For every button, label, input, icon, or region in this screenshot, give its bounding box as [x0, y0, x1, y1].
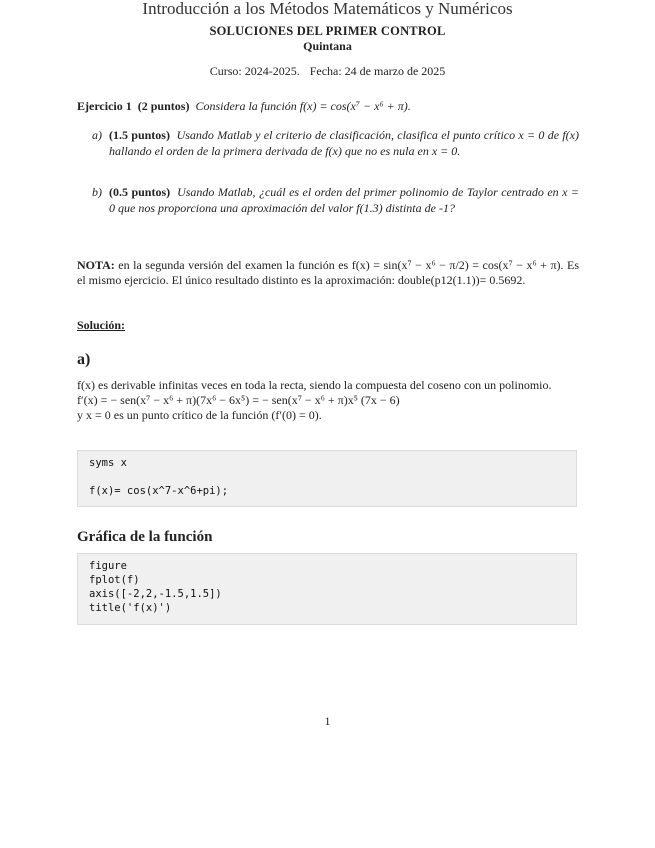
solution-line-2: f′(x) = − sen(x⁷ − x⁶ + π)(7x⁶ − 6x⁵) = − sen(x⁷ − x⁶ + π)x⁵ (7x − 6)	[77, 393, 400, 407]
exercise-points: (2 puntos)	[137, 99, 190, 113]
graph-section-heading: Gráfica de la función	[77, 529, 213, 545]
code-line: fplot(f)	[89, 574, 140, 586]
item-a-points: (1.5 puntos)	[109, 128, 170, 142]
exercise-text: Considera la función f(x) = cos(x⁷ − x⁶ + π).	[195, 99, 411, 113]
document-title: Introducción a los Métodos Matemáticos y Numéricos	[142, 0, 513, 18]
code-line: figure	[89, 560, 127, 572]
exercise-item-b	[92, 185, 579, 216]
code-block-2	[77, 553, 577, 625]
document-subtitle: SOLUCIONES DEL PRIMER CONTROL	[209, 24, 446, 38]
code-line: syms x	[89, 457, 127, 469]
item-a-text: Usando Matlab y el criterio de clasificación, clasifica el punto crítico x = 0 de f(x) hallando el orden de la primera derivada de f(x) que no es nula en x = 0.	[109, 128, 579, 158]
solution-line-1: f(x) es derivable infinitas veces en toda la recta, siendo la compuesta del coseno con un polinomio.	[77, 378, 552, 392]
document-author: Quintana	[303, 39, 352, 53]
page-number: 1	[324, 714, 331, 728]
nota-text: en la segunda versión del examen la función es f(x) = sin(x⁷ − x⁶ − π/2) = cos(x⁷ − x⁶ + π). Es el mismo ejercicio. El único resultado distinto es la aproximación: double(p12(1.1))= 0.5692.	[77, 258, 580, 287]
item-b-label: b)	[92, 185, 102, 199]
code-line: title('f(x)')	[89, 602, 172, 614]
code-block-1	[77, 450, 577, 507]
exercise-label: Ejercicio 1	[77, 99, 132, 113]
section-a-heading: a)	[77, 351, 91, 368]
nota-label: NOTA:	[77, 258, 115, 272]
course-text: Curso: 2024-2025.	[209, 64, 300, 78]
course-date-line	[0, 64, 655, 79]
exercise-statement	[77, 99, 579, 114]
solution-heading: Solución:	[77, 318, 126, 332]
code-line: f(x)= cos(x^7-x^6+pi);	[89, 485, 229, 497]
solution-line-3: y x = 0 es un punto crítico de la función (f′(0) = 0).	[77, 408, 322, 422]
exercise-item-a	[92, 128, 579, 159]
solution-paragraph	[77, 378, 579, 423]
code-line: axis([-2,2,-1.5,1.5])	[89, 588, 222, 600]
date-text: Fecha: 24 de marzo de 2025	[309, 64, 446, 78]
code-line	[89, 470, 576, 484]
item-b-points: (0.5 puntos)	[109, 185, 171, 199]
nota-paragraph	[77, 258, 579, 288]
item-b-text: Usando Matlab, ¿cuál es el orden del primer polinomio de Taylor centrado en x = 0 que nos proporciona una aproximación del valor f(1.3) distinta de -1?	[109, 185, 579, 215]
item-a-label: a)	[92, 128, 102, 142]
